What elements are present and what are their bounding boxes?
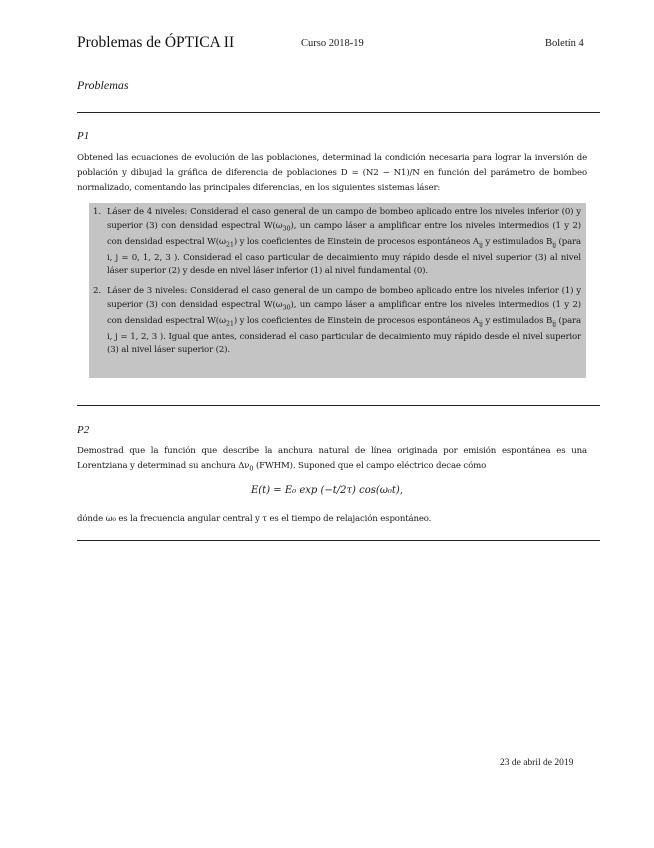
problem-1-item-2	[93, 285, 581, 358]
document-title: Problemas de ÓPTICA II	[77, 34, 235, 51]
divider-middle	[77, 405, 600, 406]
problem-2-label: P2	[77, 424, 90, 436]
document-date: 23 de abril de 2019	[500, 758, 574, 768]
problem-1-items-box	[89, 203, 586, 378]
divider-top	[77, 112, 600, 113]
course-year: Curso 2018-19	[301, 38, 364, 49]
field-equation: E(t) = E₀ exp (−t/2τ) cos(ω₀t),	[250, 485, 404, 496]
item-text: Láser de 3 niveles: Considerad el caso general de un campo de bombeo aplicado entre los niveles inferior (1) y superior (3) con densidad espectral $W(\omega_{30})$, un campo láser a amplificar entre los niveles intermedios (1 y 2) con densidad espectral $W(\omega_{21})$ y los coeficientes de Einstein de procesos espontáneos $A_{ij}$ y estimulados $B_{ij}$ (para i, j = 1, 2, 3 ). Igual que antes, considerad el caso particular de decaimiento muy rápido desde el nivel superior (3) al nivel láser superior (2).	[107, 286, 581, 356]
problem-1-intro: Obtened las ecuaciones de evolución de las poblaciones, determinad la condición necesaria para lograr la inversión de población y dibujad la gráfica de diferencia de poblaciones D = (N2 − N1)/N en función del parámetro de bombeo normalizado, comentando las principales diferencias, en los siguientes sistemas láser:	[77, 153, 587, 193]
item-text: Láser de 4 niveles: Considerad el caso general de un campo de bombeo aplicado entre los niveles inferior (0) y superior (3) con densidad espectral $W(\omega_{30})$, un campo láser a amplificar entre los niveles intermedios (1 y 2) con densidad espectral $W(\omega_{21})$ y los coeficientes de Einstein de procesos espontáneos $A_{ij}$ y estimulados $B_{ij}$ (para i, j = 0, 1, 2, 3 ). Considerad el caso particular de decaimiento muy rápido desde el nivel superior (3) al nivel láser superior (2) y desde en nivel láser inferior (1) al nivel fundamental (0).	[107, 207, 581, 277]
problem-1-label: P1	[77, 130, 90, 142]
bulletin-number: Boletín 4	[545, 38, 584, 49]
item-number: 2.	[93, 286, 101, 296]
problem-2-text: Demostrad que la función que describe la anchura natural de línea originada por emisión espontánea es una Lorentziana y determinad su anchura $\Delta\nu_0$ (FWHM). Suponed que el campo eléctrico decae cómo	[77, 446, 587, 473]
problem-2-definition: dónde ω₀ es la frecuencia angular central y τ es el tiempo de relajación espontáneo.	[77, 514, 432, 524]
problem-1-item-1	[93, 206, 581, 279]
divider-bottom	[77, 540, 600, 541]
section-title: Problemas	[77, 78, 129, 92]
item-number: 1.	[93, 207, 101, 217]
